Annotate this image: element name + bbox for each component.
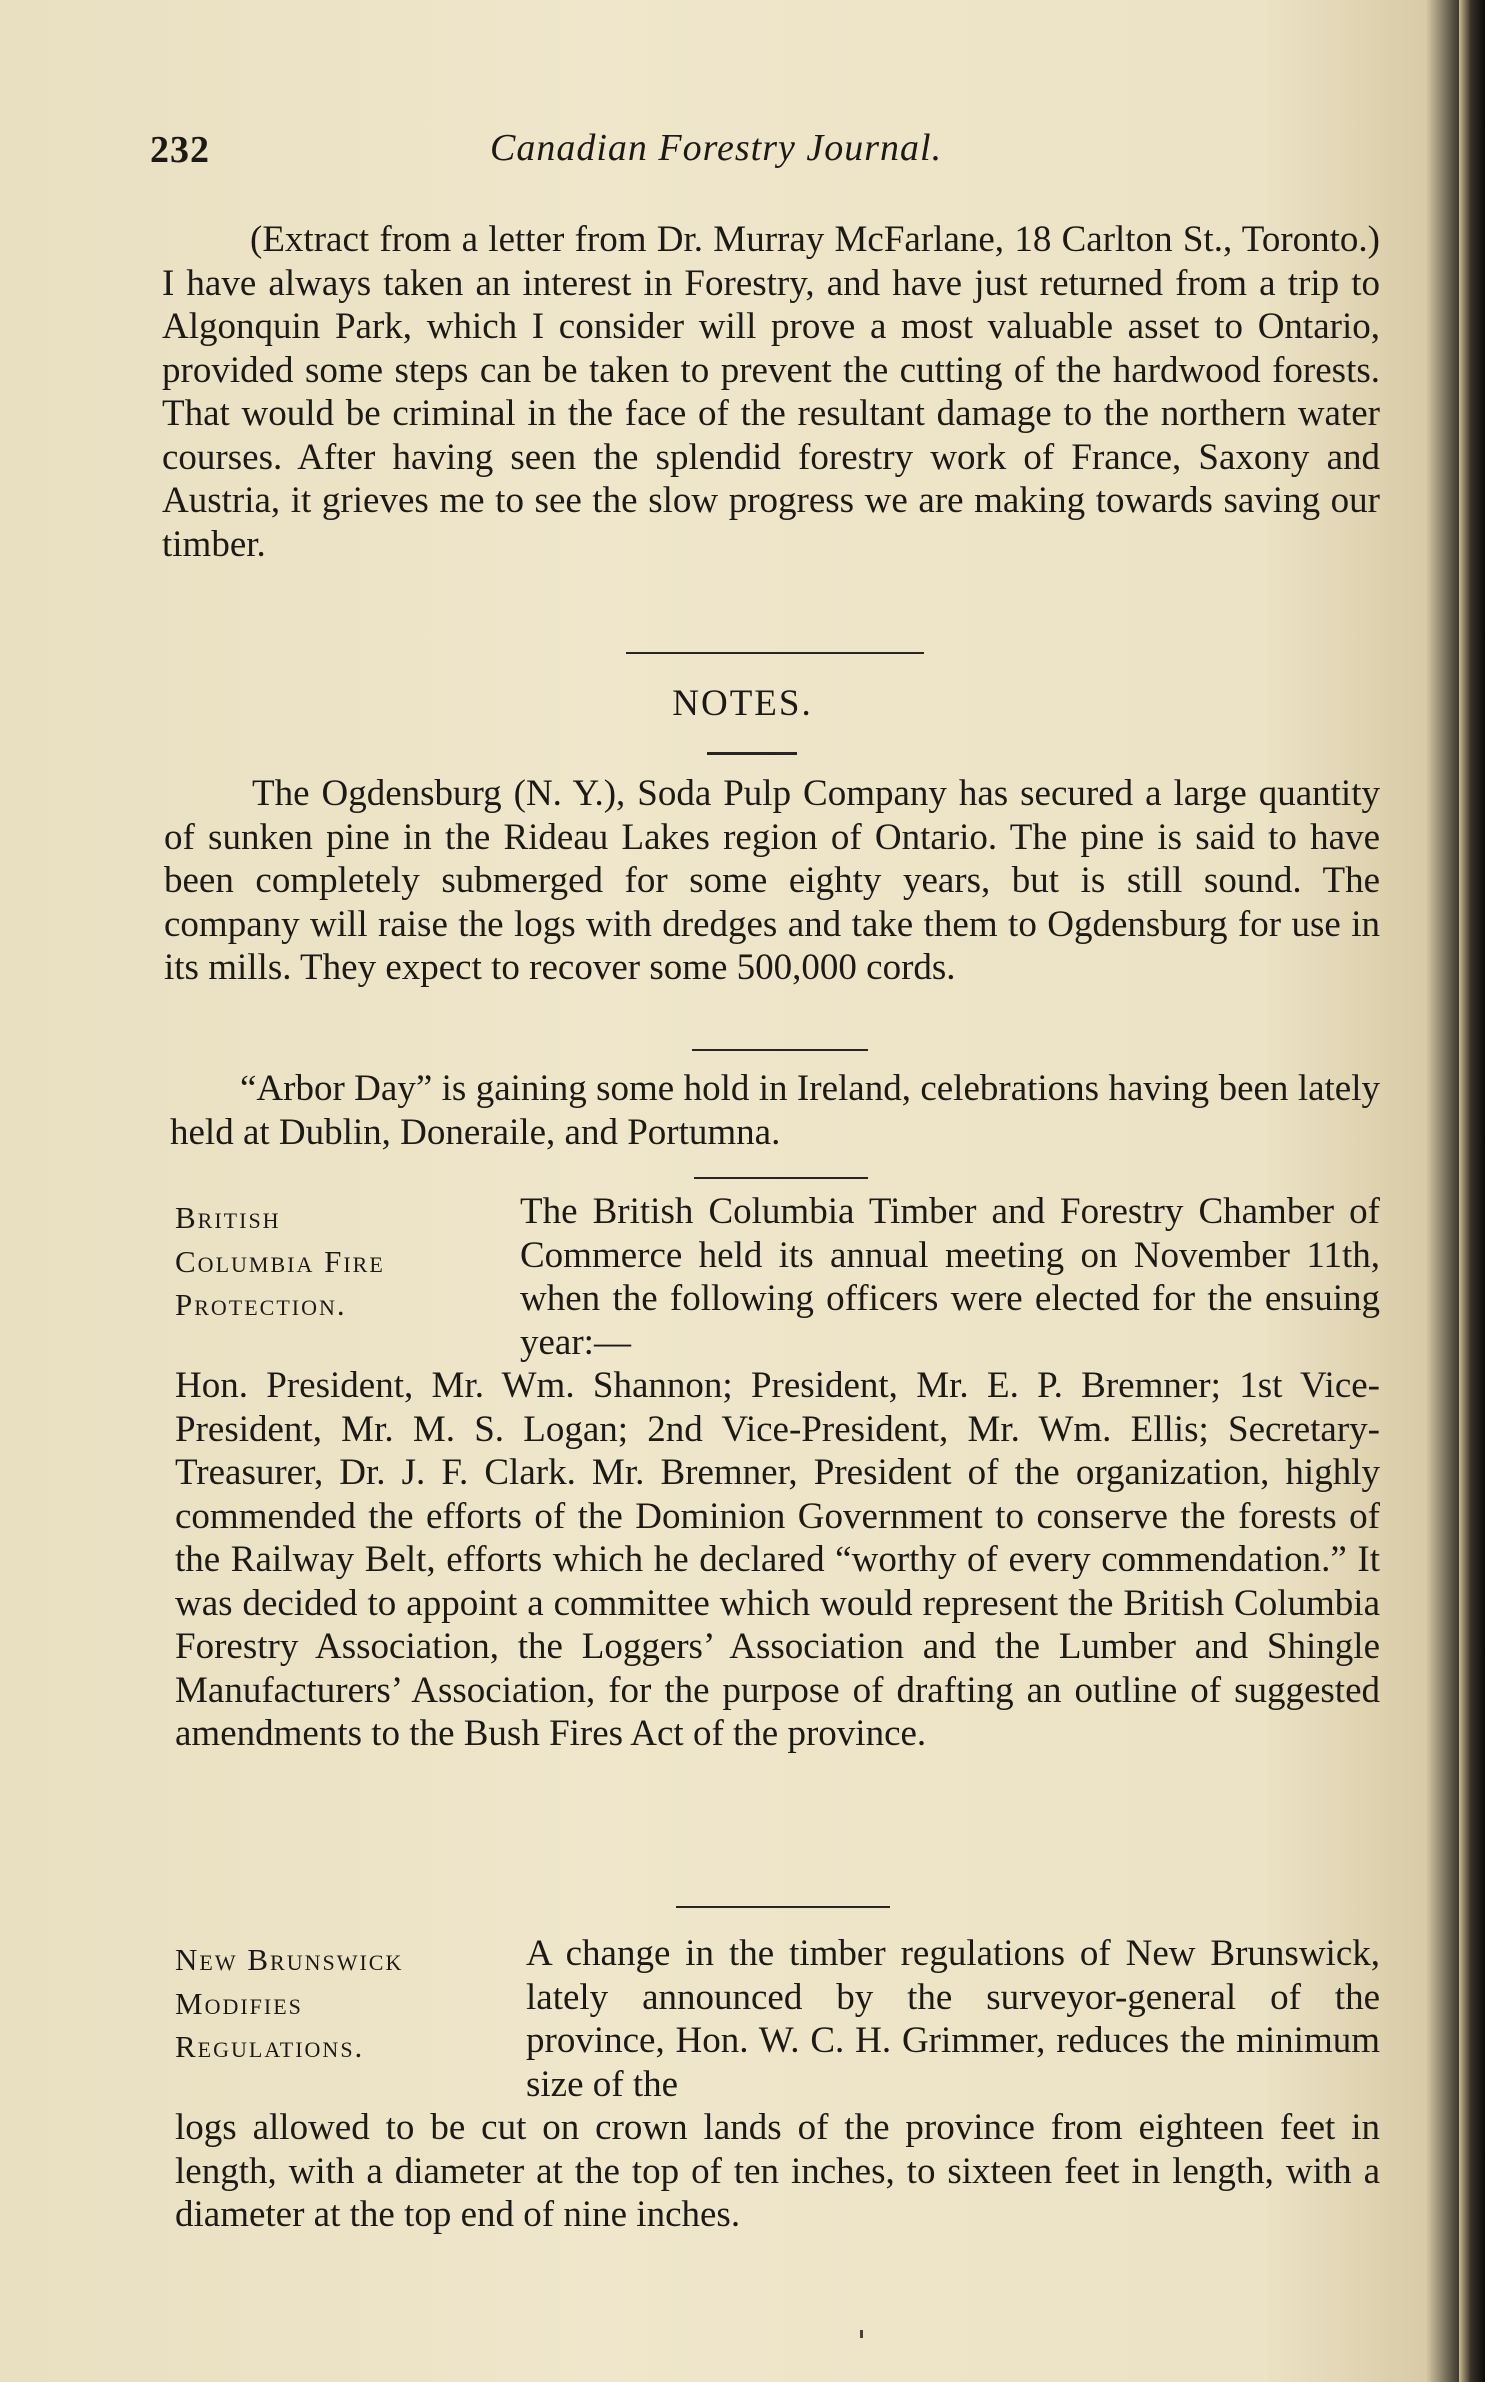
body-paragraph: Hon. President, Mr. Wm. Shannon; President, Mr. E. P. Bremner; 1st Vice-President, Mr. M. S. Logan; 2nd Vice-President, Mr. Wm. Ellis; Secretary-Treasurer, Dr. J. F. Clark. Mr. Bremner, President of the organization, highly commended the efforts of the Dominion Government to conserve the forests of the Railway Belt, efforts which he declared “worthy of every commendation.” It was decided to appoint a committee which would represent the British Columbia Forestry Association, the Loggers’ Association and the Lumber and Shingle Manufacturers’ Association, for the purpose of drafting an outline of suggested amendments to the Bush Fires Act of the province. <box>175 1365 1380 1754</box>
running-title: Canadian Forestry Journal. <box>490 127 943 169</box>
section-rule <box>626 652 924 654</box>
side-heading-line: Protection. <box>175 1287 347 1322</box>
notes-heading: NOTES. <box>672 683 813 724</box>
side-paragraph: The British Columbia Timber and Forestry Chamber of Commerce held its annual meeting on November 11th, when the following officers were elected for the ensuing year:— <box>520 1191 1380 1363</box>
arbor-day-paragraph: “Arbor Day” is gaining some hold in Ireland, celebrations having been lately held at Dublin, Doneraile, and Portumna. <box>170 1068 1380 1153</box>
paragraph-rule <box>694 1177 868 1179</box>
body-paragraph: logs allowed to be cut on crown lands of the province from eighteen feet in length, with a diameter at the top of ten inches, to sixteen feet in length, with a diameter at the top end of nine inches. <box>175 2107 1380 2235</box>
paragraph-rule <box>692 1049 868 1051</box>
side-heading <box>175 1196 385 1327</box>
page-binding-edge <box>1459 0 1485 2382</box>
side-heading-line: Regulations. <box>175 2029 365 2064</box>
ogdensburg-paragraph: The Ogdensburg (N. Y.), Soda Pulp Company has secured a large quantity of sunken pine in the Rideau Lakes region of Ontario. The pine is said to have been completely submerged for some eighty years, but is still sound. The company will raise the logs with dredges and take them to Ogdensburg for use in its mills. They expect to recover some 500,000 cords. <box>164 773 1380 988</box>
print-mark <box>860 2330 863 2338</box>
side-heading-line: Columbia Fire <box>175 1243 385 1279</box>
side-paragraph: A change in the timber regulations of New Brunswick, lately announced by the surveyor-general of the province, Hon. W. C. H. Grimmer, reduces the minimum size of the <box>526 1933 1380 2105</box>
side-heading-line: British <box>175 1200 281 1235</box>
heading-rule <box>707 752 797 755</box>
letter-extract-paragraph: (Extract from a letter from Dr. Murray McFarlane, 18 Carlton St., Toronto.) I have always taken an interest in Forestry, and have just returned from a trip to Algonquin Park, which I consider will prove a most valuable asset to Ontario, provided some steps can be taken to prevent the cutting of the hardwood forests. That would be criminal in the face of the resultant damage to the northern water courses. After having seen the splendid forestry work of France, Saxony and Austria, it grieves me to see the slow progress we are making towards saving our timber. <box>162 219 1380 565</box>
page-number: 232 <box>150 129 210 171</box>
side-heading-line: Modifies <box>175 1985 303 2021</box>
side-heading <box>175 1938 403 2069</box>
section-rule <box>676 1906 890 1908</box>
side-heading-line: New Brunswick <box>175 1942 404 1977</box>
